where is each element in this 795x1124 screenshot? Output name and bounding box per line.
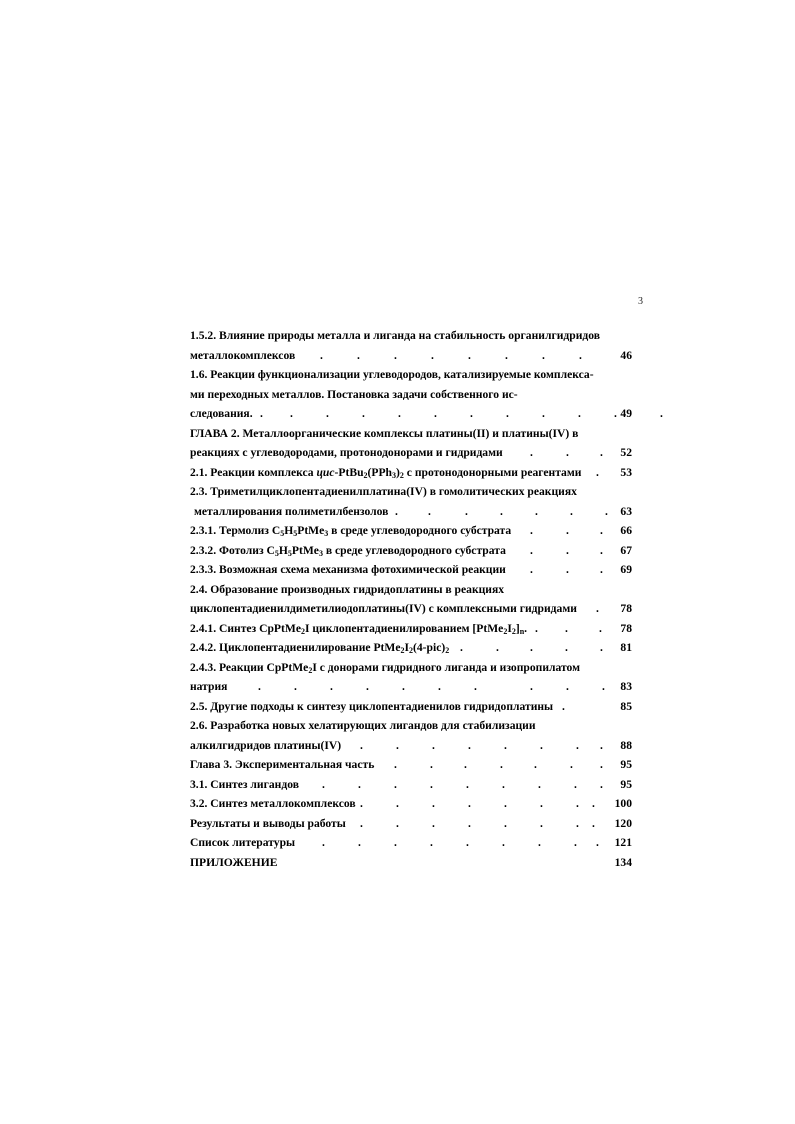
toc-entry: 2.4.2. Циклопентадиенилирование $PtMe_2I_2(4-pic)_2$ . . . . . 81 bbox=[190, 638, 632, 658]
toc-entry-text: 1.6. Реакции функционализации углеводородов, катализируемые комплекса- bbox=[190, 368, 594, 381]
toc-page-number: 83 bbox=[620, 680, 632, 693]
toc-entry-text: 1.5.2. Влияние природы металла и лиганда на стабильность органилгидридов bbox=[190, 329, 601, 342]
toc-page-number: 63 bbox=[620, 504, 632, 518]
toc-page-number: 100 bbox=[614, 797, 632, 810]
toc-entry: Список литературы . . . . . . . . . 121 bbox=[190, 833, 632, 853]
toc-entry bbox=[190, 716, 632, 736]
toc-entry-text: Список литературы bbox=[190, 836, 296, 849]
toc-page-number: 85 bbox=[620, 699, 632, 713]
toc-entry-text: реакциях с углеводородами, протонодонорами и гидридами bbox=[190, 446, 503, 459]
toc-entry-text: 3.1. Синтез лигандов bbox=[190, 777, 299, 791]
toc-entry-text: металлокомплексов bbox=[190, 348, 296, 362]
toc-entry: 2.1. Реакции комплекса цис-$PtBu_2(PPh_3)_2$ с протонодонорными реагентами . 53 bbox=[190, 463, 632, 483]
toc-entry-text: 2.3.3. Возможная схема механизма фотохимической реакции bbox=[190, 563, 506, 576]
toc-entry: 2.3.3. Возможная схема механизма фотохимической реакции . . . 69 bbox=[190, 560, 632, 580]
toc-page-number: 67 bbox=[620, 543, 632, 557]
toc-entry-text: ми переходных металлов. Постановка задачи собственного ис- bbox=[190, 387, 518, 401]
toc-entry-text: 2.4.1. Синтез CpPtMe$_2$I циклопентадиенилированием $[PtMe_2I_2]_n$. bbox=[190, 621, 528, 636]
toc-page-number: 95 bbox=[620, 777, 632, 791]
toc-page-number: 120 bbox=[614, 816, 632, 830]
toc-entry: 3.2. Синтез металлокомплексов . . . . . . . . 100 bbox=[190, 794, 632, 814]
toc-page-number: 52 bbox=[620, 446, 632, 459]
toc-page-number: 121 bbox=[614, 836, 632, 849]
toc-entry-text: натрия bbox=[190, 680, 228, 693]
toc-entry-text: 2.6. Разработка новых хелатирующих лигандов для стабилизации bbox=[190, 719, 536, 732]
toc-entry-text: 2.4. Образование производных гидридоплатины в реакциях bbox=[190, 582, 505, 596]
toc-page-number: 134 bbox=[614, 855, 632, 869]
toc-entry: Результаты и выводы работы . . . . . . . . 120 bbox=[190, 814, 632, 834]
toc-entry: алкилгидридов платины(IV) . . . . . . . . 88 bbox=[190, 736, 632, 756]
toc-entry-text: 3.2. Синтез металлокомплексов bbox=[190, 797, 356, 810]
toc-entry-text: следования. bbox=[190, 407, 253, 420]
toc-entry: следования. . . . . . . . . . . . . 49 bbox=[190, 404, 632, 424]
toc-entry-text: 2.3.1. Термолиз $C_5H_5PtMe_3$ в среде углеводородного субстрата bbox=[190, 524, 512, 538]
toc-page-number: 69 bbox=[620, 563, 632, 576]
toc-entry-text: 2.3. Триметилциклопентадиенилплатина(IV) в гомолитических реакциях bbox=[190, 485, 577, 498]
toc-entry: реакциях с углеводородами, протонодонорами и гидридами . . . 52 bbox=[190, 443, 632, 463]
page-number: 3 bbox=[638, 296, 643, 307]
toc-entry bbox=[190, 658, 632, 678]
toc-entry: 2.4.1. Синтез CpPtMe$_2$I циклопентадиенилированием $[PtMe_2I_2]_n$. . . . 78 bbox=[190, 619, 632, 639]
toc-page-number: 78 bbox=[620, 602, 632, 615]
toc-page-number: 81 bbox=[620, 641, 632, 654]
toc-entry: Глава 3. Экспериментальная часть . . . . . . . 95 bbox=[190, 755, 632, 775]
toc-entry bbox=[190, 385, 632, 405]
toc-entry: циклопентадиенилдиметилиодоплатины(IV) с комплексными гидридами . 78 bbox=[190, 599, 632, 619]
toc-entry: 2.5. Другие подходы к синтезу циклопентадиенилов гидридоплатины . 85 bbox=[190, 697, 632, 717]
toc-entry-text: циклопентадиенилдиметилиодоплатины(IV) с комплексными гидридами bbox=[190, 602, 577, 615]
toc-entry-text: 2.1. Реакции комплекса цис-$PtBu_2(PPh_3)_2$ с протонодонорными реагентами bbox=[190, 465, 582, 480]
toc-entry: 2.3.2. Фотолиз $C_5H_5PtMe_3$ в среде углеводородного субстрата . . . 67 bbox=[190, 541, 632, 561]
toc-entry bbox=[190, 424, 632, 444]
toc-entry bbox=[190, 580, 632, 600]
toc-entry bbox=[190, 365, 632, 385]
toc-entry: металлирования полиметилбензолов . . . . . . . 63 bbox=[190, 502, 632, 522]
toc-entry-text: 2.4.3. Реакции CpPtMe$_2$I с донорами гидридного лиганда и изопропилатом bbox=[190, 660, 581, 675]
toc-page-number: 49 bbox=[620, 407, 632, 420]
toc-entry bbox=[190, 326, 632, 346]
toc-entry-text: 2.5. Другие подходы к синтезу циклопентадиенилов гидридоплатины bbox=[190, 699, 554, 713]
toc-entry-text: 2.3.2. Фотолиз $C_5H_5PtMe_3$ в среде углеводородного субстрата bbox=[190, 543, 506, 558]
toc-entry-text: Глава 3. Экспериментальная часть bbox=[190, 758, 375, 771]
toc-page-number: 78 bbox=[620, 621, 632, 635]
toc-page-number: 53 bbox=[620, 465, 632, 479]
toc-entry: металлокомплексов . . . . . . . . 46 bbox=[190, 346, 632, 366]
toc-entry bbox=[190, 853, 632, 873]
toc-page-number: 88 bbox=[620, 738, 632, 752]
toc-entry-text: алкилгидридов платины(IV) bbox=[190, 738, 342, 752]
toc-entry-text: 2.4.2. Циклопентадиенилирование $PtMe_2I_2(4-pic)_2$ bbox=[190, 641, 450, 655]
toc-entry: натрия . . . . . . . . . . 83 bbox=[190, 677, 632, 697]
toc-page-number: 46 bbox=[620, 348, 632, 362]
toc-entry bbox=[190, 482, 632, 502]
toc-entry-text: ГЛАВА 2. Металлоорганические комплексы платины(II) и платины(IV) в bbox=[190, 426, 579, 440]
table-of-contents bbox=[190, 326, 663, 872]
toc-entry: 2.3.1. Термолиз $C_5H_5PtMe_3$ в среде углеводородного субстрата . . . 66 bbox=[190, 521, 632, 541]
toc-page-number: 95 bbox=[620, 758, 632, 771]
toc-entry-text: металлирования полиметилбензолов bbox=[194, 504, 389, 518]
toc-page-number: 66 bbox=[620, 524, 632, 537]
toc-entry-text: Результаты и выводы работы bbox=[190, 816, 346, 830]
toc-entry: 3.1. Синтез лигандов . . . . . . . . . 95 bbox=[190, 775, 632, 795]
toc-entry-text: ПРИЛОЖЕНИЕ bbox=[190, 855, 278, 869]
